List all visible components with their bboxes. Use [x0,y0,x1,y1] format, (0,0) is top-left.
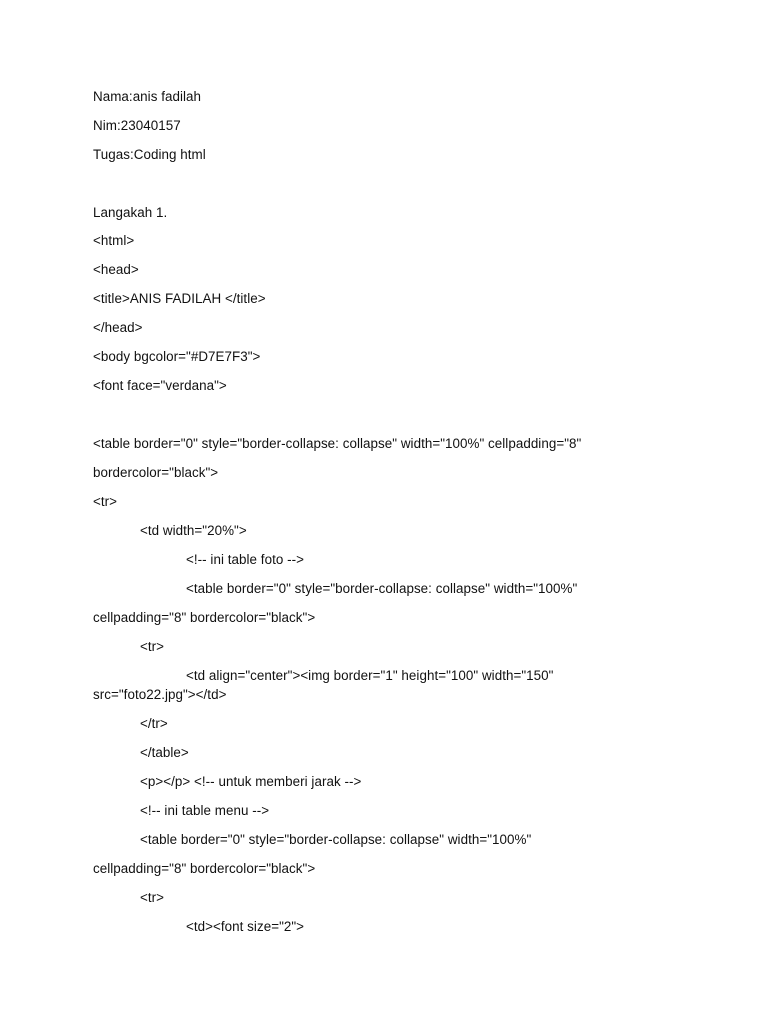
code-line: cellpadding="8" bordercolor="black"> [93,861,316,876]
code-line: <table border="0" style="border-collapse: collapse" width="100%" cellpadding="8" [93,436,582,451]
code-line: <td><font size="2"> [186,919,305,934]
code-line: <body bgcolor="#D7E7F3"> [93,349,261,364]
code-line: <head> [93,262,139,277]
code-line: <title>ANIS FADILAH </title> [93,291,266,306]
code-line: <tr> [140,639,165,654]
code-line: <table border="0" style="border-collapse: collapse" width="100%" [140,832,532,847]
code-line: src="foto22.jpg"></td> [93,687,227,702]
code-line: <tr> [93,494,118,509]
code-line: <tr> [140,890,165,905]
code-line: <font face="verdana"> [93,378,227,393]
code-line: <p></p> <!-- untuk memberi jarak --> [140,774,362,789]
code-line: <html> [93,233,135,248]
code-line: bordercolor="black"> [93,465,219,480]
step-heading: Langakah 1. [93,205,168,220]
code-line: <!-- ini table foto --> [186,552,304,567]
student-name-line: Nama:anis fadilah [93,89,202,104]
code-line: <td align="center"><img border="1" height="100" width="150" [186,668,554,683]
code-line: <!-- ini table menu --> [140,803,270,818]
code-line: </tr> [140,716,168,731]
code-line: <td width="20%"> [140,523,247,538]
code-line: <table border="0" style="border-collapse: collapse" width="100%" [186,581,578,596]
code-line: </table> [140,745,189,760]
student-id-line: Nim:23040157 [93,118,181,133]
code-line: </head> [93,320,143,335]
assignment-line: Tugas:Coding html [93,147,206,162]
code-line: cellpadding="8" bordercolor="black"> [93,610,316,625]
